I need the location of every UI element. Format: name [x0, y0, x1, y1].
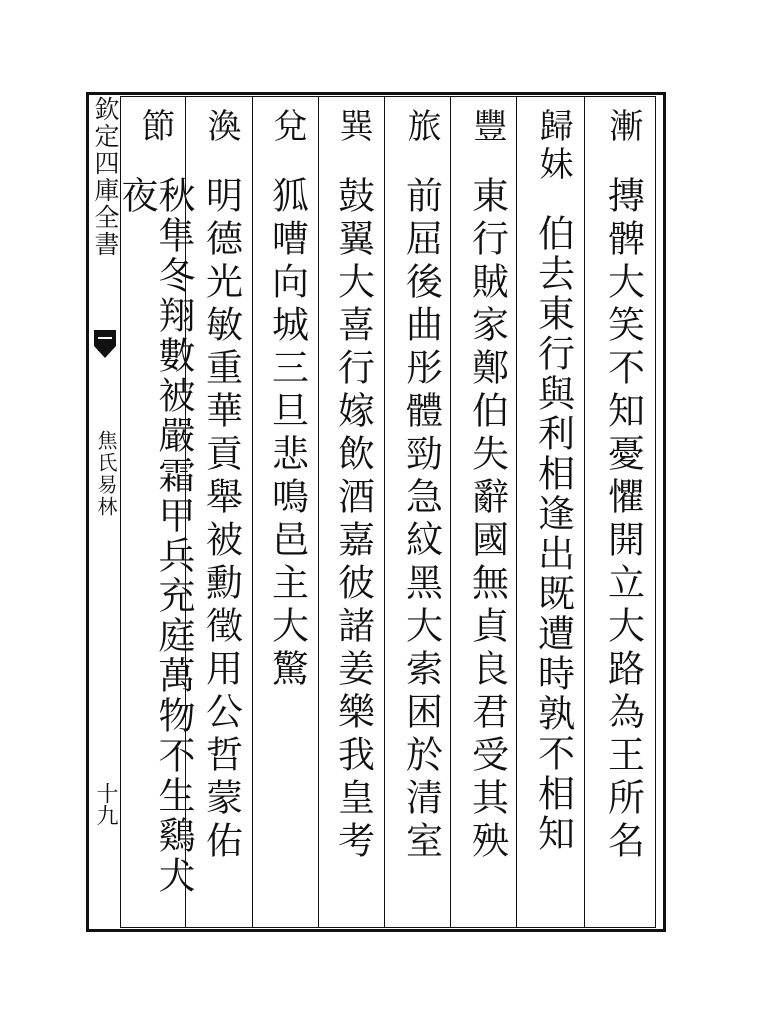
column-hexagram-guimei — [522, 108, 584, 923]
verse-text: 狐嘈向城三旦悲鳴邑主大驚 — [265, 176, 309, 692]
spine-title: 欽定四庫全書 — [91, 96, 120, 258]
column-hexagram-dui — [256, 108, 318, 923]
verse-text: 伯去東行與利相逢出既遭時孰不相知 — [531, 214, 575, 854]
column-hexagram-xun — [322, 108, 384, 923]
verse-text: 明德光敏重華貢舉被勳徵用公哲蒙佑 — [199, 176, 243, 864]
hexagram-heading: 漸 — [603, 108, 643, 146]
spine-book-title: 焦氏易林 — [94, 430, 118, 518]
column-hexagram-huan — [190, 108, 252, 923]
hexagram-heading: 豐 — [467, 108, 507, 146]
hexagram-heading: 歸妹 — [533, 108, 573, 184]
verse-text: 東行賊家鄭伯失辭國無貞良君受其殃 — [465, 176, 509, 864]
column-hexagram-jie — [115, 108, 195, 923]
verse-text: 前屈後曲彤體勁急紋黑大索困於清室 — [399, 176, 443, 864]
verse-text: 鼓翼大喜行嫁飲酒嘉彼諸姜樂我皇考 — [331, 176, 375, 864]
column-hexagram-feng — [456, 108, 518, 923]
column-rule — [252, 96, 253, 928]
column-rule — [384, 96, 385, 928]
hexagram-heading: 兌 — [267, 108, 307, 146]
hexagram-heading: 節 — [135, 108, 175, 146]
verse-text: 摶髀大笑不知憂懼開立大路為王所名 — [601, 176, 645, 864]
column-hexagram-lv — [390, 108, 452, 923]
hexagram-heading: 渙 — [201, 108, 241, 146]
hexagram-heading: 巽 — [333, 108, 373, 146]
column-rule — [318, 96, 319, 928]
column-rule — [584, 96, 585, 928]
hexagram-heading: 旅 — [401, 108, 441, 146]
verse-text: 秋隼冬翔數被嚴霜甲兵充庭萬物不生鷄犬夜 — [115, 176, 195, 896]
column-hexagram-jian — [592, 108, 654, 923]
spine-page-number: 十九 — [93, 782, 118, 826]
fish-tail-mark-icon — [92, 330, 118, 360]
